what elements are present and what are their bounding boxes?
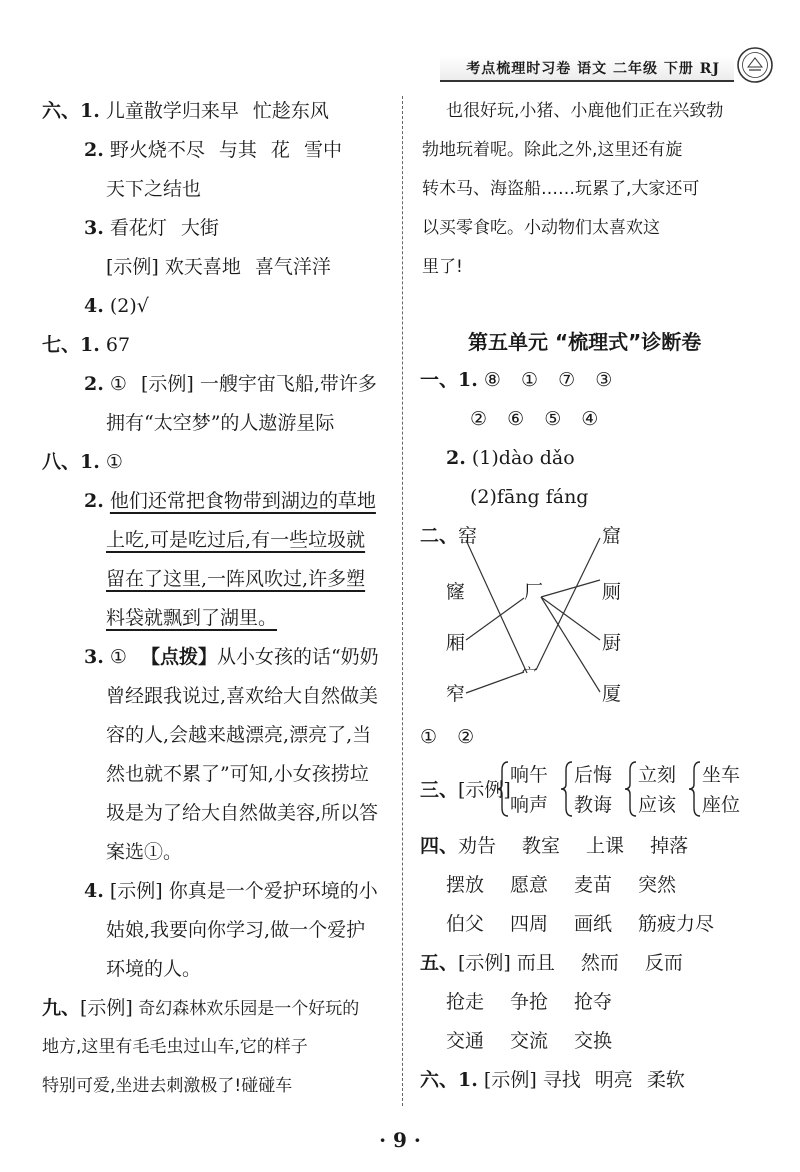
answer-text: 环境的人。 <box>106 958 202 980</box>
example-tag: [示例] <box>458 952 511 974</box>
word: 愿意 <box>510 874 549 896</box>
brace-icon <box>688 760 702 818</box>
word: 抢夺 <box>574 991 613 1013</box>
s6-label: 六、 <box>42 100 81 122</box>
answer-text: 从小女孩的话“奶奶 <box>216 646 379 668</box>
example-tag: [示例] <box>140 373 194 395</box>
word: 四周 <box>510 913 549 935</box>
word: 交流 <box>510 1030 549 1052</box>
brace-word: 坐车 <box>702 764 741 786</box>
word: 然而 <box>580 952 619 974</box>
answer-text: 案选①。 <box>106 841 183 863</box>
answer-text: 然也就不累了”可知,小女孩捞垃 <box>106 763 369 785</box>
answer-text: 容的人,会越来越漂亮,漂亮了,当 <box>106 724 372 746</box>
s6-q1 <box>42 98 329 124</box>
word: 明亮 <box>594 1069 633 1091</box>
match-left-char: 窿 <box>446 581 466 603</box>
s8-label: 八、 <box>42 451 81 473</box>
seal-logo-icon <box>736 46 774 84</box>
word: 画纸 <box>574 913 613 935</box>
hint-tag: 【点拨】 <box>140 646 217 668</box>
match-right-char: 窟 <box>602 525 622 547</box>
s9-label: 九、 <box>42 997 81 1019</box>
s8-q3 <box>84 644 379 670</box>
underlined-answer: 他们还常把食物带到湖边的草地 <box>109 490 376 512</box>
brace-word: 后悔 <box>574 764 613 786</box>
match-line <box>466 672 524 693</box>
s6-q4 <box>84 293 149 319</box>
word: 麦苗 <box>574 874 613 896</box>
pinyin-answer: (2)fāng fáng <box>470 486 589 508</box>
s6-q3-example <box>106 254 331 280</box>
answer-text: 看花灯 <box>109 217 167 239</box>
u4-row <box>446 911 714 937</box>
match-line <box>541 597 600 640</box>
q-number: 2. <box>84 373 104 395</box>
u2-answer <box>420 724 474 750</box>
circled-number: ④ <box>581 408 599 430</box>
q-number: 2. <box>446 447 466 469</box>
brace-word: 响声 <box>510 794 549 816</box>
s8-q1 <box>42 449 123 475</box>
answer-text: 也很好玩,小猪、小鹿他们正在兴致勃 <box>446 101 724 121</box>
answer-text: 地方,这里有毛毛虫过山车,它的样子 <box>42 1037 308 1057</box>
match-right-char: 厦 <box>602 683 622 705</box>
s6-q3 <box>84 215 219 241</box>
underlined-answer: 上吃,可是吃过后,有一些垃圾就 <box>106 529 366 551</box>
s7-q1 <box>42 332 130 358</box>
word: 教室 <box>522 835 561 857</box>
s7-q2 <box>84 371 377 397</box>
word: 反而 <box>644 952 683 974</box>
example-tag: [示例] <box>80 997 133 1019</box>
example-tag: [示例] <box>458 779 511 801</box>
answer-text: 勃地玩着呢。除此之外,这里还有旋 <box>422 140 683 160</box>
answer-text: 以买零食吃。小动物们太喜欢这 <box>422 218 660 238</box>
q-number: 1. <box>458 1069 478 1091</box>
answer-text: 圾是为了给大自然做美容,所以答 <box>106 802 379 824</box>
match-line <box>541 597 600 692</box>
circled-number: ⑥ <box>507 408 525 430</box>
word: 筋疲力尽 <box>638 913 715 935</box>
word: 摆放 <box>446 874 485 896</box>
answer-text: 曾经跟我说过,喜欢给大自然做美 <box>106 685 379 707</box>
answer-text: 大街 <box>180 217 219 239</box>
brace-word: 应该 <box>638 794 677 816</box>
circled-number: ② <box>470 408 488 430</box>
q-number: 1. <box>80 451 100 473</box>
pinyin-answer: (1)dào dǎo <box>471 447 575 469</box>
word: 寻找 <box>542 1069 581 1091</box>
u1-q2 <box>446 445 575 471</box>
u4-row <box>446 872 676 898</box>
brace-icon <box>624 760 638 818</box>
word: 掉落 <box>650 835 689 857</box>
answer-text: 一艘宇宙飞船,带许多 <box>199 373 377 395</box>
u6-q1 <box>420 1067 685 1093</box>
brace-icon <box>560 760 574 818</box>
q-number: 1. <box>80 334 100 356</box>
section-label: 三、 <box>420 779 459 801</box>
match-mid-char: 宀 <box>522 664 538 682</box>
circled-number: ⑤ <box>544 408 562 430</box>
q-number: 1. <box>458 369 478 391</box>
answer-text: 喜气洋洋 <box>254 256 331 278</box>
answer-text: ① <box>109 646 127 668</box>
brace-icon <box>496 760 510 818</box>
u4-row <box>420 833 688 859</box>
s7-q2-cont: 拥有“太空梦”的人遨游星际 <box>106 412 335 434</box>
word: 争抢 <box>510 991 549 1013</box>
answer-text: (2)√ <box>109 295 149 317</box>
q-number: 3. <box>84 217 104 239</box>
u1-q1-row2 <box>470 406 598 432</box>
answer-text: 欢天喜地 <box>164 256 241 278</box>
word-brace-group <box>688 760 758 818</box>
brace-word: 教诲 <box>574 794 613 816</box>
word-brace-group <box>496 760 566 818</box>
example-tag: [示例] <box>109 880 163 902</box>
word: 交通 <box>446 1030 485 1052</box>
s8-q4 <box>84 878 378 904</box>
column-divider <box>402 96 403 1106</box>
u2-label <box>420 523 477 549</box>
word: 突然 <box>638 874 677 896</box>
u5-row <box>446 989 612 1015</box>
word-brace-group <box>560 760 630 818</box>
answer-text: 与其 <box>218 139 257 161</box>
u5-row <box>420 950 683 976</box>
match-right-char: 厨 <box>602 632 622 654</box>
header-title: 考点梳理时习卷 语文 二年级 下册 RJ <box>466 61 720 77</box>
section-label: 六、 <box>420 1069 459 1091</box>
example-tag: [示例] <box>483 1069 537 1091</box>
word: 抢走 <box>446 991 485 1013</box>
word: 劝告 <box>458 835 497 857</box>
answer-text: 野火烧不尽 <box>109 139 205 161</box>
example-tag: [示例] <box>106 256 159 278</box>
unit-title: 第五单元 “梳理式”诊断卷 <box>468 330 702 354</box>
match-left-char: 窄 <box>446 683 466 705</box>
page-number: · 9 · <box>379 1128 421 1152</box>
s8-q2 <box>84 488 376 514</box>
circled-number: ⑧ <box>483 369 501 391</box>
page-header <box>0 44 800 84</box>
u1-q1 <box>420 367 612 393</box>
answer-text: ① <box>109 373 127 395</box>
q-number: 2. <box>84 139 104 161</box>
u5-row <box>446 1028 612 1054</box>
answer-text: 奇幻森林欢乐园是一个好玩的 <box>138 999 360 1019</box>
q-number: 4. <box>84 880 104 902</box>
circled-number: ① <box>521 369 539 391</box>
section-label: 五、 <box>420 952 459 974</box>
answer-text: 你真是一个爱护环境的小 <box>168 880 378 902</box>
q-number: 2. <box>84 490 104 512</box>
match-mid-char: 厂 <box>524 581 544 603</box>
answer-text: 花 <box>270 139 290 161</box>
word: 伯父 <box>446 913 485 935</box>
match-line <box>466 540 527 673</box>
s6-q2-cont: 天下之结也 <box>106 178 202 200</box>
underlined-answer: 留在了这里,一阵风吹过,许多塑 <box>106 568 366 590</box>
answer-text: 转木马、海盗船……玩累了,大家还可 <box>422 179 700 199</box>
match-line <box>536 538 600 670</box>
answer-text: 67 <box>105 334 131 356</box>
circled-number: ③ <box>595 369 613 391</box>
match-right-char: 厕 <box>602 581 622 603</box>
word: 而且 <box>516 952 555 974</box>
answer-text: 姑娘,我要向你学习,做一个爱护 <box>106 919 366 941</box>
word: 交换 <box>574 1030 613 1052</box>
s9-line <box>42 995 359 1022</box>
brace-word: 座位 <box>702 794 741 816</box>
match-line <box>541 580 600 597</box>
s7-label: 七、 <box>42 334 81 356</box>
answer-text: 儿童散学归来早 <box>105 100 239 122</box>
circled-number: ② <box>457 726 475 748</box>
word-brace-group <box>624 760 694 818</box>
q-number: 1. <box>80 100 100 122</box>
word: 柔软 <box>646 1069 685 1091</box>
answer-text: ① <box>105 451 123 473</box>
section-label: 四、 <box>420 835 459 857</box>
u1-label: 一、 <box>420 369 459 391</box>
brace-word: 立刻 <box>638 764 677 786</box>
circled-number: ⑦ <box>558 369 576 391</box>
answer-text: 忙趁东风 <box>252 100 329 122</box>
s6-q2 <box>84 137 342 163</box>
underlined-answer: 料袋就飘到了湖里。 <box>106 607 278 629</box>
answer-text: 里了! <box>422 257 463 277</box>
circled-number: ① <box>420 726 438 748</box>
match-left-char: 厢 <box>446 632 466 654</box>
answer-text: 雪中 <box>303 139 342 161</box>
answer-text: 特别可爱,坐进去刺激极了!碰碰车 <box>42 1076 293 1096</box>
match-left-char: 窑 <box>458 525 478 547</box>
word: 上课 <box>586 835 625 857</box>
q-number: 4. <box>84 295 104 317</box>
match-line <box>466 598 524 640</box>
section-label: 二、 <box>420 525 459 547</box>
q-number: 3. <box>84 646 104 668</box>
brace-word: 响午 <box>510 764 549 786</box>
